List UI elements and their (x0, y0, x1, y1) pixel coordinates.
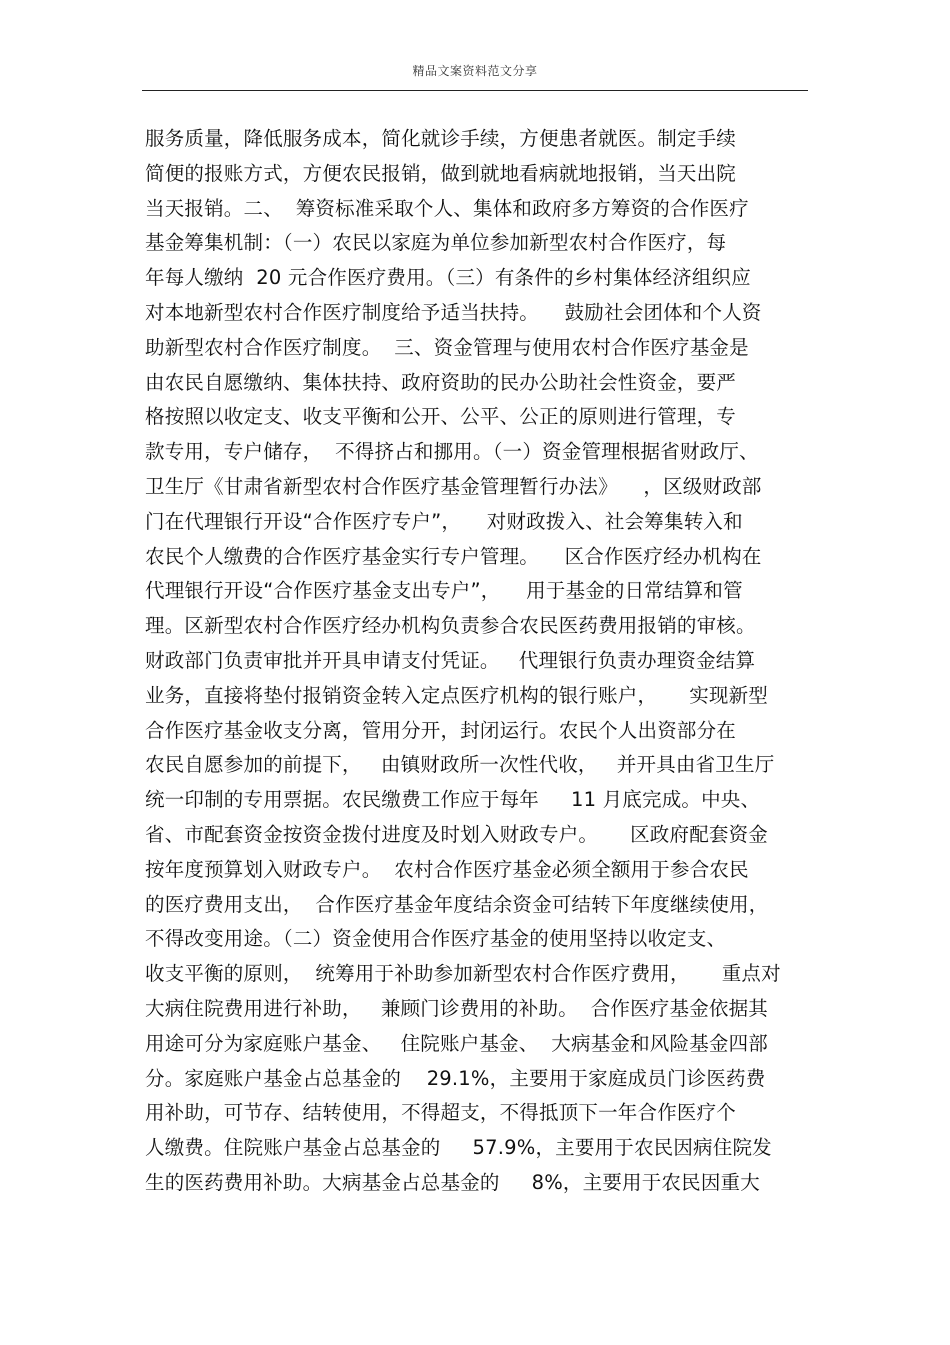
text-line: 款专用，专户储存， 不得挤占和挪用。（一）资金管理根据省财政厅、 (145, 440, 759, 464)
text-line: 简便的报账方式，方便农民报销，做到就地看病就地报销，当天出院 (145, 161, 737, 185)
text-line: 代理银行开设“合作医疗基金支出专户”， 用于基金的日常结算和管 (145, 579, 743, 603)
text-line: 格按照以收定支、收支平衡和公开、公平、公正的原则进行管理，专 (145, 405, 737, 429)
text-line: 农民个人缴费的合作医疗基金实行专户管理。 区合作医疗经办机构在 (145, 544, 762, 568)
text-line: 助新型农村合作医疗制度。 三、资金管理与使用农村合作医疗基金是 (145, 335, 749, 359)
text-line: 业务，直接将垫付报销资金转入定点医疗机构的银行账户， 实现新型 (145, 683, 768, 707)
document-body (145, 122, 825, 1201)
text-line: 门在代理银行开设“合作医疗专户”， 对财政拨入、社会筹集转入和 (145, 509, 743, 533)
header-divider (142, 90, 808, 91)
text-line: 对本地新型农村合作医疗制度给予适当扶持。 鼓励社会团体和个人资 (145, 300, 762, 324)
text-line: 服务质量，降低服务成本，简化就诊手续，方便患者就医。制定手续 (145, 127, 737, 150)
text-line: 收支平衡的原则， 统筹用于补助参加新型农村合作医疗费用， 重点对 (145, 962, 781, 986)
text-line: 基金筹集机制：（一）农民以家庭为单位参加新型农村合作医疗，每 (145, 231, 727, 255)
text-line: 生的医药费用补助。大病基金占总基金的 8%，主要用于农民因重大 (145, 1170, 760, 1194)
text-line: 用补助，可节存、结转使用，不得超支，不得抵顶下一年合作医疗个 (145, 1101, 737, 1125)
text-line: 卫生厅《甘肃省新型农村合作医疗基金管理暂行办法》 ，区级财政部 (145, 474, 762, 498)
text-line: 财政部门负责审批并开具申请支付凭证。 代理银行负责办理资金结算 (145, 648, 756, 672)
text-line: 年每人缴纳 20 元合作医疗费用。（三）有条件的乡村集体经济组织应 (145, 266, 751, 290)
text-line: 合作医疗基金收支分离，管用分开，封闭运行。农民个人出资部分在 (145, 718, 737, 742)
text-line: 当天报销。二、 筹资标准采取个人、集体和政府多方筹资的合作医疗 (145, 196, 749, 220)
text-line: 按年度预算划入财政专户。 农村合作医疗基金必须全额用于参合农民 (145, 857, 749, 881)
text-line: 的医疗费用支出， 合作医疗基金年度结余资金可结转下年度继续使用， (145, 892, 769, 916)
text-line: 分。家庭账户基金占总基金的 29.1%，主要用于家庭成员门诊医药费 (145, 1066, 766, 1090)
text-line: 统一印制的专用票据。农民缴费工作应于每年 11 月底完成。中央、 (145, 788, 761, 812)
text-line: 人缴费。住院账户基金占总基金的 57.9%，主要用于农民因病住院发 (145, 1136, 772, 1160)
page-header-title: 精品文案资料范文分享 (412, 64, 538, 78)
text-line: 不得改变用途。（二）资金使用合作医疗基金的使用坚持以收定支、 (145, 927, 727, 951)
text-line: 大病住院费用进行补助， 兼顾门诊费用的补助。 合作医疗基金依据其 (145, 996, 768, 1020)
text-line: 理。区新型农村合作医疗经办机构负责参合农民医药费用报销的审核。 (145, 614, 756, 638)
text-line: 农民自愿参加的前提下， 由镇财政所一次性代收， 并开具由省卫生厅 (145, 753, 775, 777)
text-line: 省、市配套资金按资金拨付进度及时划入财政专户。 区政府配套资金 (145, 822, 768, 846)
text-line: 用途可分为家庭账户基金、 住院账户基金、 大病基金和风险基金四部 (145, 1031, 768, 1055)
text-line: 由农民自愿缴纳、集体扶持、政府资助的民办公助社会性资金，要严 (145, 370, 737, 394)
